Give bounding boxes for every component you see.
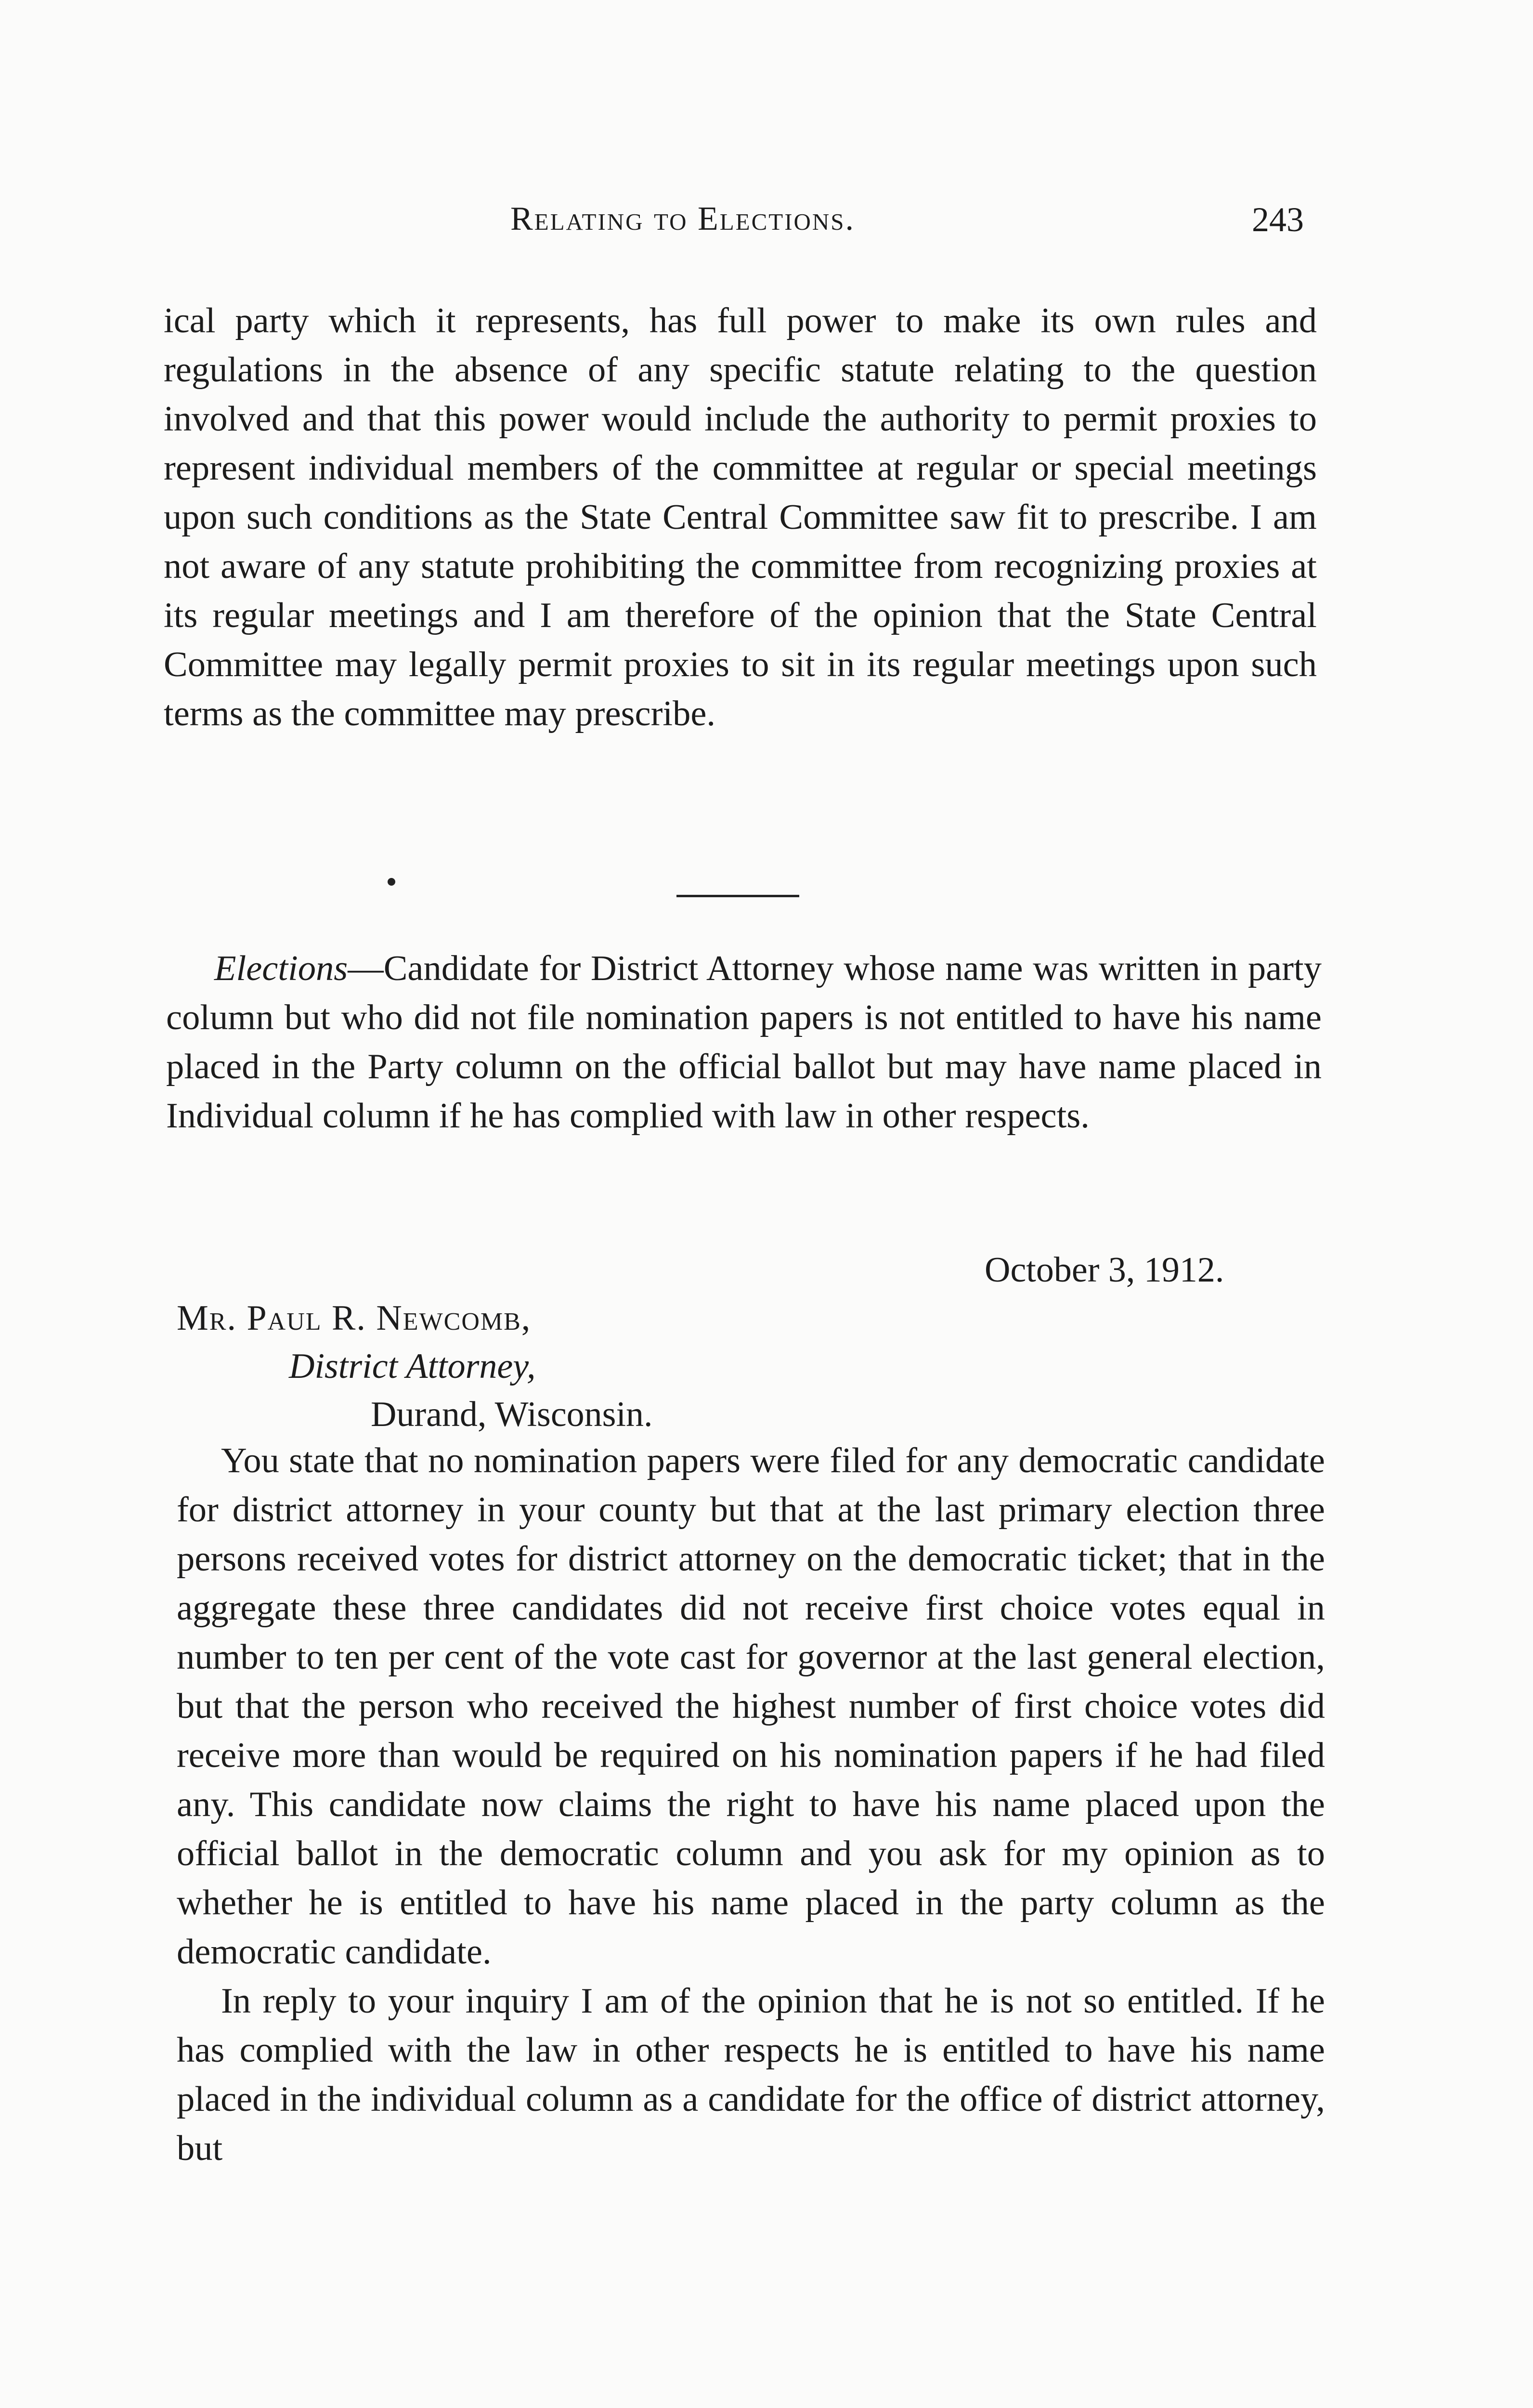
stray-dot-mark: [388, 878, 395, 886]
page-number: 243: [1252, 200, 1304, 239]
headnote-text: —Candidate for District Attorney whose name was written in party column but who did not file nomination papers is not entitled to have his name placed in the Party column on the official ballot but may have name placed in Individual column if he has complied with law in other respects.: [166, 949, 1322, 1136]
recipient-name: Mr. Paul R. Newcomb,: [177, 1298, 532, 1338]
letter-date: October 3, 1912.: [985, 1250, 1224, 1290]
running-title: Relating to Elections.: [510, 200, 856, 237]
letter-paragraph-1: You state that no nomination papers were filed for any democratic candidate for district attorney in your county but that at the last primary election three persons received votes for district attorney on the democratic ticket; that in the aggregate these three candidates did not receive first choice votes equal in number to ten per cent of the vote cast for governor at the last general election, but that the person who received the highest number of first choice votes did receive more than would be required on his nomination papers if he had filed any. This candidate now claims the right to have his name placed upon the official ballot in the democratic column and you ask for my opinion as to whether he is entitled to have his name placed in the party column as the democratic candidate.: [177, 1441, 1325, 1972]
headnote: [166, 944, 1322, 1140]
recipient-title: District Attorney,: [289, 1347, 536, 1386]
letter-body: [177, 1436, 1325, 2173]
continued-opinion-text: [164, 296, 1317, 738]
recipient-place: Durand, Wisconsin.: [371, 1395, 653, 1434]
letter-paragraph-2: In reply to your inquiry I am of the opinion that he is not so entitled. If he has complied with the law in other respects he is entitled to have his name placed in the individual column as a candidate for the office of district attorney, but: [177, 1981, 1325, 2168]
section-divider-rule: [676, 895, 799, 897]
continuation-paragraph: ical party which it represents, has full power to make its own rules and regulations in the absence of any specific statute relating to the question involved and that this power would include the authority to permit proxies to represent individual members of the committee at regular or special meetings upon such conditions as the State Central Committee saw fit to prescribe. I am not aware of any statute prohibiting the committee from recognizing proxies at its regular meetings and I am therefore of the opinion that the State Central Committee may legally permit proxies to sit in its regular meetings upon such terms as the committee may prescribe.: [164, 301, 1317, 733]
headnote-topic: Elections: [214, 949, 348, 988]
running-header: [0, 200, 1533, 253]
